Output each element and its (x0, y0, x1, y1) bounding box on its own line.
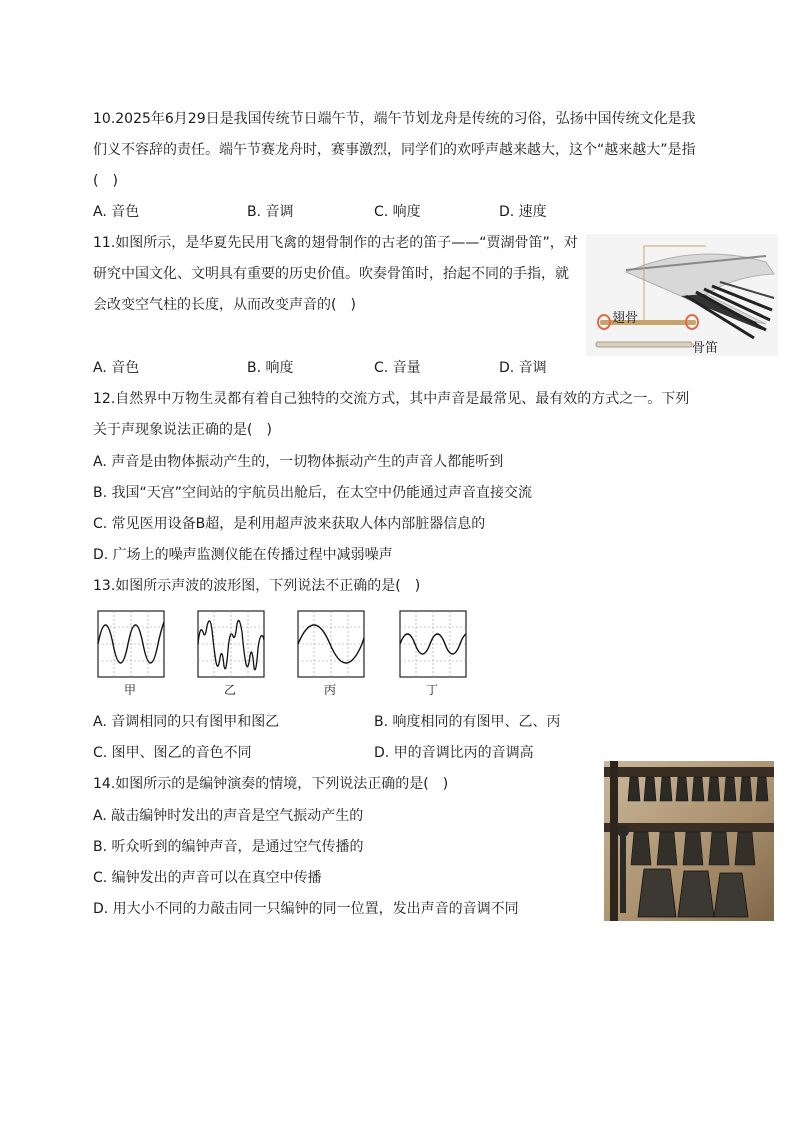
waveform-ding-graph (399, 610, 467, 678)
q14-option-d[interactable]: D. 用大小不同的力敲击同一只编钟的同一位置，发出声音的音调不同 (93, 901, 519, 917)
q11-stem-line-3: 会改变空气柱的长度，从而改变声音的( ) (93, 297, 356, 313)
q10-option-a[interactable]: A. 音色 (93, 204, 140, 220)
bone-flute-illustration (586, 234, 778, 356)
waveform-yi (197, 610, 265, 682)
q10-option-c[interactable]: C. 响度 (374, 204, 421, 220)
q10-option-b[interactable]: B. 音调 (247, 204, 294, 220)
waveform-label-ding: 丁 (425, 683, 438, 697)
q12-stem-line-2: 关于声现象说法正确的是( ) (93, 422, 272, 438)
q13-option-a[interactable]: A. 音调相同的只有图甲和图乙 (93, 714, 280, 730)
waveform-label-jia: 甲 (123, 683, 136, 697)
q10-stem-line-1: 10.2025年6月29日是我国传统节日端午节，端午节划龙舟是传统的习俗，弘扬中国传统文化是我 (93, 111, 696, 127)
q11-stem-line-1: 11.如图所示，是华夏先民用飞禽的翅骨制作的古老的笛子——“贾湖骨笛”，对 (93, 235, 578, 251)
q11-option-a[interactable]: A. 音色 (93, 360, 140, 376)
q13-option-d[interactable]: D. 甲的音调比丙的音调高 (374, 745, 534, 761)
waveform-jia-graph (97, 610, 165, 678)
wing-bone-label: 翅骨 (612, 311, 639, 326)
waveform-label-yi: 乙 (223, 683, 236, 697)
q14-stem-line-1: 14.如图所示的是编钟演奏的情境，下列说法正确的是( ) (93, 776, 449, 792)
q11-option-d[interactable]: D. 音调 (499, 360, 547, 376)
q11-option-c[interactable]: C. 音量 (374, 360, 421, 376)
q11-option-b[interactable]: B. 响度 (247, 360, 294, 376)
q10-stem-line-3: ( ) (93, 173, 118, 189)
q14-option-c[interactable]: C. 编钟发出的声音可以在真空中传播 (93, 870, 322, 886)
q14-option-b[interactable]: B. 听众听到的编钟声音，是通过空气传播的 (93, 839, 364, 855)
q12-option-a[interactable]: A. 声音是由物体振动产生的，一切物体振动产生的声音人都能听到 (93, 454, 504, 470)
waveform-ding (399, 610, 467, 682)
q12-option-b[interactable]: B. 我国“天宫”空间站的宇航员出舱后，在太空中仍能通过声音直接交流 (93, 485, 533, 501)
q14-option-a[interactable]: A. 敲击编钟时发出的声音是空气振动产生的 (93, 808, 364, 824)
q10-option-d[interactable]: D. 速度 (499, 204, 547, 220)
q13-option-b[interactable]: B. 响度相同的有图甲、乙、丙 (374, 714, 561, 730)
q12-option-d[interactable]: D. 广场上的噪声监测仪能在传播过程中减弱噪声 (93, 547, 393, 563)
q13-option-c[interactable]: C. 图甲、图乙的音色不同 (93, 745, 252, 761)
bone-flute-figure (586, 234, 778, 356)
waveform-label-bing: 丙 (323, 683, 336, 697)
waveform-bing-graph (297, 610, 365, 678)
q12-option-c[interactable]: C. 常见医用设备B超，是利用超声波来获取人体内部脏器信息的 (93, 516, 486, 532)
bianzhong-illustration (604, 761, 774, 921)
q10-stem-line-2: 们义不容辞的责任。端午节赛龙舟时，赛事激烈，同学们的欢呼声越来越大，这个“越来越大”是指 (93, 142, 696, 158)
bone-flute-label: 骨笛 (692, 341, 719, 356)
waveform-bing (297, 610, 365, 682)
q11-stem-line-2: 研究中国文化、文明具有重要的历史价值。吹奏骨笛时，抬起不同的手指，就 (93, 266, 569, 282)
bianzhong-photo (604, 761, 774, 921)
q13-stem-line-1: 13.如图所示声波的波形图，下列说法不正确的是( ) (93, 578, 421, 594)
q12-stem-line-1: 12.自然界中万物生灵都有着自己独特的交流方式，其中声音是最常见、最有效的方式之一。下列 (93, 391, 690, 407)
waveform-jia (97, 610, 165, 682)
waveform-yi-graph (197, 610, 265, 678)
